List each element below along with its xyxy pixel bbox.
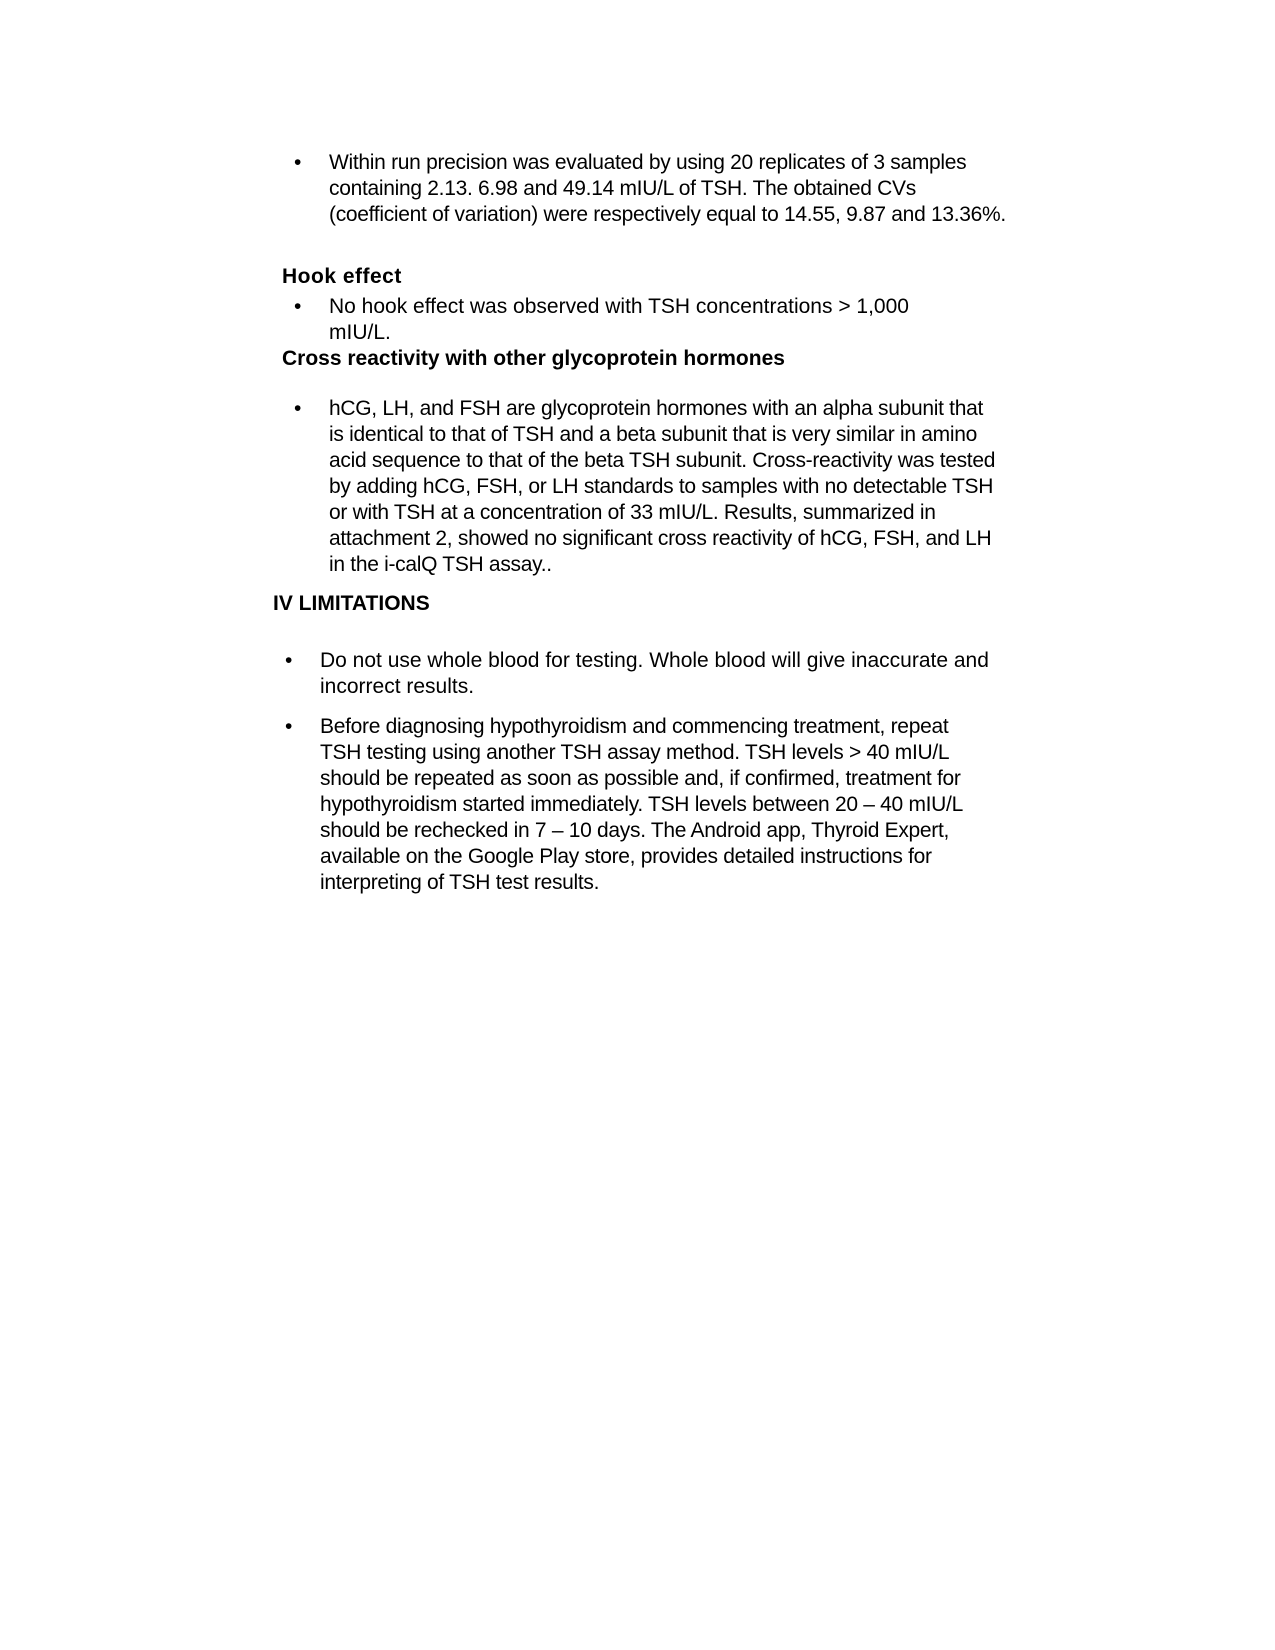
bullet-symbol: • bbox=[294, 295, 302, 318]
bullet-symbol: • bbox=[285, 715, 293, 738]
hook-effect-text: No hook effect was observed with TSH concentrations > 1,000 mIU/L. bbox=[329, 295, 909, 344]
list-item-precision bbox=[294, 150, 1006, 260]
list-item-limitation-2 bbox=[285, 714, 985, 894]
cross-reactivity-heading: Cross reactivity with other glycoprotein hormones bbox=[282, 347, 785, 370]
cross-reactivity-text: hCG, LH, and FSH are glycoprotein hormones with an alpha subunit that is identical to that of TSH and a beta subunit that is very similar in amino acid sequence to that of the beta TSH subunit. Cross-reactivity was tested by adding hCG, FSH, or LH standards to samples with no detectable TSH or with TSH at a concentration of 33 mIU/L. Results, summarized in attachment 2, showed no significant cross reactivity of hCG, FSH, and LH in the i-calQ TSH assay.. bbox=[329, 397, 996, 576]
limitation-1-text: Do not use whole blood for testing. Whole blood will give inaccurate and incorrect results. bbox=[320, 649, 989, 698]
list-item-limitation-1 bbox=[285, 648, 989, 704]
list-item-cross-reactivity bbox=[294, 396, 994, 576]
list-item-hook-effect bbox=[294, 294, 994, 350]
bullet-symbol: • bbox=[285, 649, 293, 672]
bullet-symbol: • bbox=[294, 151, 302, 174]
hook-effect-heading: Hook effect bbox=[282, 265, 402, 288]
limitations-heading: IV LIMITATIONS bbox=[273, 592, 430, 615]
precision-text: Within run precision was evaluated by using 20 replicates of 3 samples containing 2.13. 6.98 and 49.14 mIU/L of TSH. The obtained CVs (coefficient of variation) were respectively equal to 14.55, 9.87 and 13.36%. bbox=[329, 151, 1006, 226]
limitation-2-text: Before diagnosing hypothyroidism and commencing treatment, repeat TSH testing using another TSH assay method. TSH levels > 40 mIU/L should be repeated as soon as possible and, if confirmed, treatment for hypothyroidism started immediately. TSH levels between 20 – 40 mIU/L should be rechecked in 7 – 10 days. The Android app, Thyroid Expert, available on the Google Play store, provides detailed instructions for interpreting of TSH test results. bbox=[320, 715, 963, 894]
bullet-symbol: • bbox=[294, 397, 302, 420]
